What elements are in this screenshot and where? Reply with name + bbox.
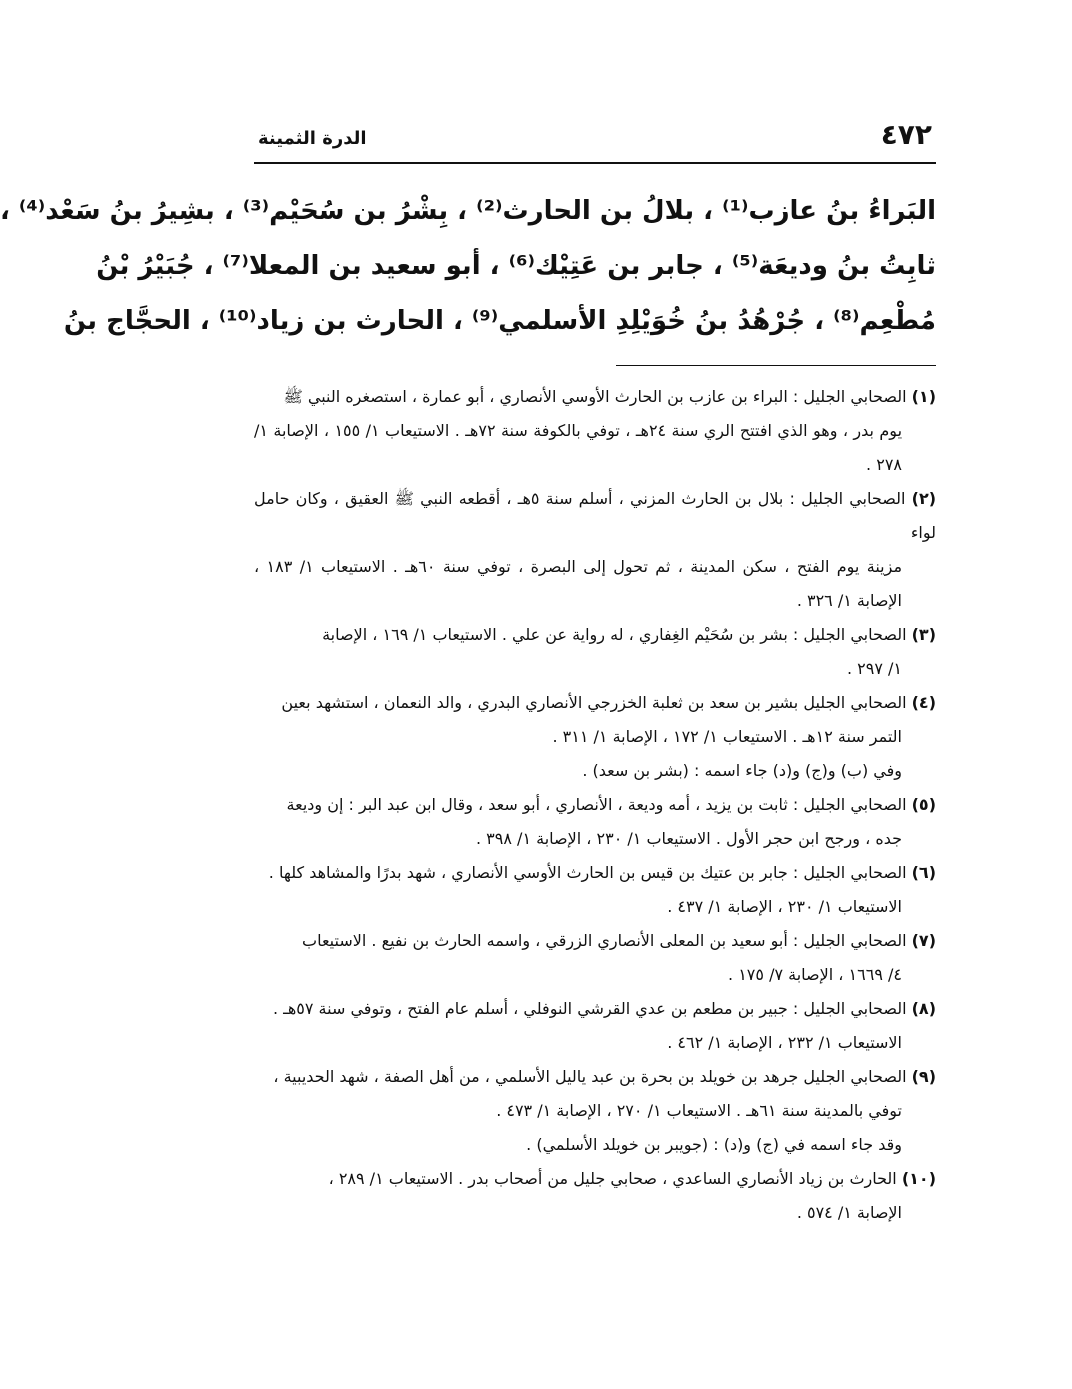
footnote-number: (٦) xyxy=(911,863,936,882)
footnote-separator xyxy=(616,365,936,366)
footnote-variant-note: وفي (ب) و(ج) و(د) جاء اسمه : (بشر بن سعد) . xyxy=(582,761,902,780)
footnote-text: الصحابي الجليل : أبو سعيد بن المعلى الأنصاري الزرقي ، واسمه الحارث بن نفيع . الاستيعاب xyxy=(302,931,907,950)
footnote xyxy=(254,482,936,618)
footnote-text: الصحابي الجليل : ثابت بن يزيد ، أمه وديعة ، الأنصاري ، أبو سعد ، وقال ابن عبد البر : إن وديعة xyxy=(286,795,907,814)
footnote-continuation: الإصابة ١/ ٥٧٤ . xyxy=(796,1203,902,1222)
footnote-text: الصحابي الجليل جرهد بن خويلد بن بحرة بن عبد ياليل الأسلمي ، من أهل الصفة ، شهد الحديبية ، xyxy=(273,1067,907,1086)
page-header xyxy=(254,110,936,164)
footnote-continuation: توفي بالمدينة سنة ٦١هـ . الاستيعاب ١/ ٢٧٠ ، الإصابة ١/ ٤٧٣ . xyxy=(496,1101,902,1120)
footnote-variant-note: وقد جاء اسمه في (ج) و(د) : (جويبر بن خويلد الأسلمي) . xyxy=(526,1135,902,1154)
footnote-continuation: ١/ ٢٩٧ . xyxy=(846,659,902,678)
main-text-line: مُطْعِم⁽⁸⁾ ، جُرْهُدُ بنُ خُوَيْلِدِ الأسلمي⁽⁹⁾ ، الحارث بن زياد⁽¹⁰⁾ ، الحجَّاج بنُ xyxy=(63,306,936,336)
footnote xyxy=(254,788,936,856)
book-page xyxy=(0,110,937,1230)
footnotes xyxy=(254,380,936,1230)
footnote-number: (٢) xyxy=(911,489,937,508)
footnote-text: الصحابي الجليل : جبير بن مطعم بن عدي القرشي النوفلي ، أسلم عام الفتح ، وتوفي سنة ٥٧هـ . xyxy=(272,999,907,1018)
page-number: ٤٧٢ xyxy=(880,118,932,151)
footnote xyxy=(254,1060,936,1162)
main-text xyxy=(0,184,936,349)
main-text-line: البَراءُ بنُ عازب⁽¹⁾ ، بلالُ بن الحارث⁽²⁾ ، بِشْرُ بن سُحَيْم⁽³⁾ ، بشِيرُ بنُ سَعْد⁽⁴⁾ ، xyxy=(0,196,936,226)
footnote-number: (١) xyxy=(911,387,936,406)
footnote-text: الصحابي الجليل : بشر بن سُحَيْم الغِفاري ، له رواية عن علي . الاستيعاب ١/ ١٦٩ ، الإصابة xyxy=(322,625,907,644)
footnote xyxy=(254,924,936,992)
footnote-number: (٩) xyxy=(911,1067,936,1086)
footnote xyxy=(254,856,936,924)
footnote-number: (٧) xyxy=(911,931,936,950)
footnote-continuation: مزينة يوم الفتح ، سكن المدينة ، ثم تحول إلى البصرة ، توفي سنة ٦٠هـ . الاستيعاب ١/ ١٨٣ ، الإصابة ١/ ٣٢٦ . xyxy=(254,557,903,610)
footnote xyxy=(254,380,936,482)
footnote-number: (٤) xyxy=(911,693,936,712)
running-title: الدرة الثمينة xyxy=(258,128,367,149)
footnote-text: الصحابي الجليل بشير بن سعد بن ثعلبة الخزرجي الأنصاري البدري ، والد النعمان ، استشهد بعين xyxy=(281,693,907,712)
footnote-continuation: التمر سنة ١٢هـ . الاستيعاب ١/ ١٧٢ ، الإصابة ١/ ٣١١ . xyxy=(552,727,902,746)
footnote-number: (١٠) xyxy=(901,1169,936,1188)
footnote-continuation: جده ، ورجح ابن حجر الأول . الاستيعاب ١/ ٢٣٠ ، الإصابة ١/ ٣٩٨ . xyxy=(476,829,902,848)
footnote-continuation: الاستيعاب ١/ ٢٣٠ ، الإصابة ١/ ٤٣٧ . xyxy=(667,897,902,916)
footnote-continuation: ٤/ ١٦٦٩ ، الإصابة ٧/ ١٧٥ . xyxy=(728,965,902,984)
footnote-text: الحارث بن زياد الأنصاري الساعدي ، صحابي جليل من أصحاب بدر . الاستيعاب ١/ ٢٨٩ ، xyxy=(328,1169,897,1188)
footnote xyxy=(254,992,936,1060)
footnote-text: الصحابي الجليل : البراء بن عازب بن الحارث الأوسي الأنصاري ، أبو عمارة ، استصغره النبي ﷺ xyxy=(283,387,907,406)
footnote-text: الصحابي الجليل : جابر بن عتيك بن قيس بن الحارث الأوسي الأنصاري ، شهد بدرًا والمشاهد كلها . xyxy=(268,863,907,882)
footnote-number: (٥) xyxy=(911,795,936,814)
footnote-number: (٣) xyxy=(911,625,936,644)
footnote xyxy=(254,686,936,788)
footnote xyxy=(254,1162,936,1230)
footnote-number: (٨) xyxy=(911,999,936,1018)
footnote-text: الصحابي الجليل : بلال بن الحارث المزني ، أسلم سنة ٥هـ ، أقطعه النبي ﷺ العقيق ، وكان حامل لواء xyxy=(254,489,936,542)
footnote-continuation: يوم بدر ، وهو الذي افتتح الري سنة ٢٤هـ ، توفي بالكوفة سنة ٧٢هـ . الاستيعاب ١/ ١٥٥ ، الإصابة ١/ ٢٧٨ . xyxy=(254,421,903,474)
main-text-line: ثابِتُ بنُ وديعَة⁽⁵⁾ ، جابر بن عَتِيْك⁽⁶⁾ ، أبو سعيد بن المعلا⁽⁷⁾ ، جُبَيْرُ بْنُ xyxy=(96,251,936,281)
footnote-continuation: الاستيعاب ١/ ٢٣٢ ، الإصابة ١/ ٤٦٢ . xyxy=(667,1033,902,1052)
footnote xyxy=(254,618,936,686)
